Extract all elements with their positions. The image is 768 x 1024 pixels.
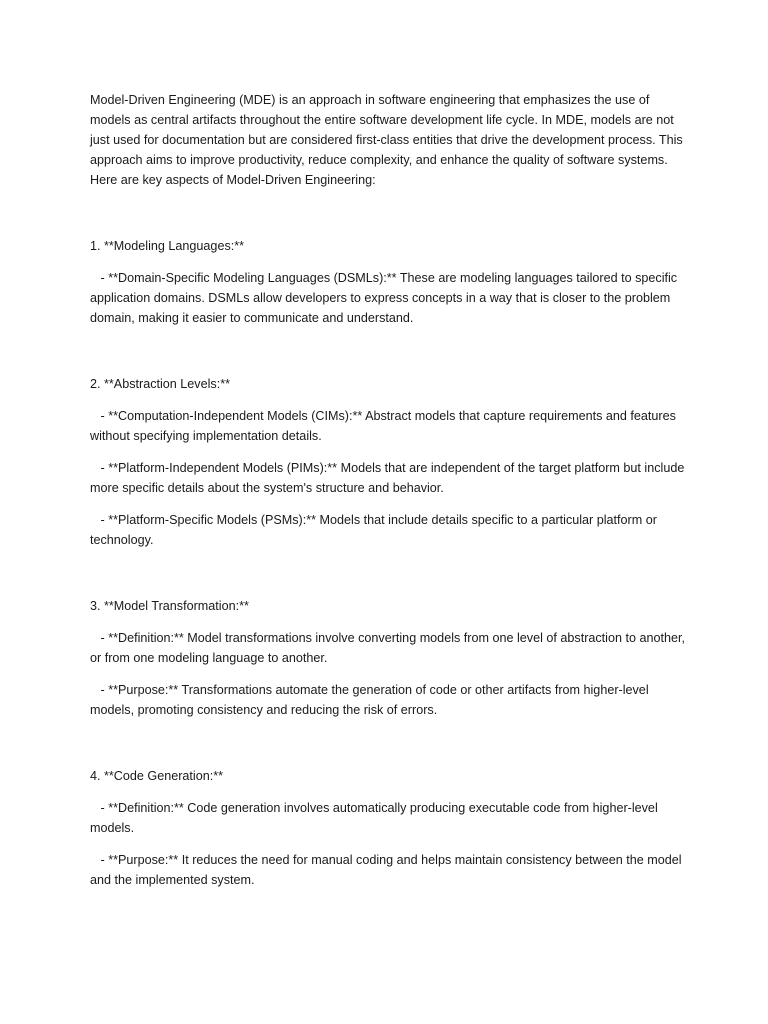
section-code-generation [90, 766, 690, 890]
section-abstraction-levels [90, 374, 690, 550]
intro-paragraph: Model-Driven Engineering (MDE) is an approach in software engineering that emphasizes the use of models as central artifacts throughout the entire software development life cycle. In MDE, models are not just used for documentation but are considered first-class entities that drive the development process. This approach aims to improve productivity, reduce complexity, and enhance the quality of software systems. Here are key aspects of Model-Driven Engineering: [90, 93, 687, 187]
section-item: - **Domain-Specific Modeling Languages (DSMLs):** These are modeling languages tailored to specific application domains. DSMLs allow developers to express concepts in a way that is closer to the problem domain, making it easier to communicate and understand. [90, 271, 681, 325]
section-heading: 4. **Code Generation:** [90, 769, 224, 783]
section-heading: 1. **Modeling Languages:** [90, 239, 245, 253]
section-item: - **Definition:** Code generation involves automatically producing executable code from higher-level models. [90, 801, 662, 835]
document-page [90, 90, 690, 902]
section-model-transformation [90, 596, 690, 720]
section-item: - **Platform-Specific Models (PSMs):** Models that include details specific to a particular platform or technology. [90, 513, 661, 547]
section-item: - **Platform-Independent Models (PIMs):** Models that are independent of the target platform but include more specific details about the system's structure and behavior. [90, 461, 688, 495]
section-item: - **Definition:** Model transformations involve converting models from one level of abstraction to another, or from one modeling language to another. [90, 631, 689, 665]
section-item: - **Purpose:** It reduces the need for manual coding and helps maintain consistency between the model and the implemented system. [90, 853, 686, 887]
section-item: - **Purpose:** Transformations automate the generation of code or other artifacts from higher-level models, promoting consistency and reducing the risk of errors. [90, 683, 653, 717]
section-heading: 2. **Abstraction Levels:** [90, 377, 231, 391]
section-modeling-languages [90, 236, 690, 328]
section-heading: 3. **Model Transformation:** [90, 599, 249, 613]
section-item: - **Computation-Independent Models (CIMs):** Abstract models that capture requirements and features without specifying implementation details. [90, 409, 680, 443]
